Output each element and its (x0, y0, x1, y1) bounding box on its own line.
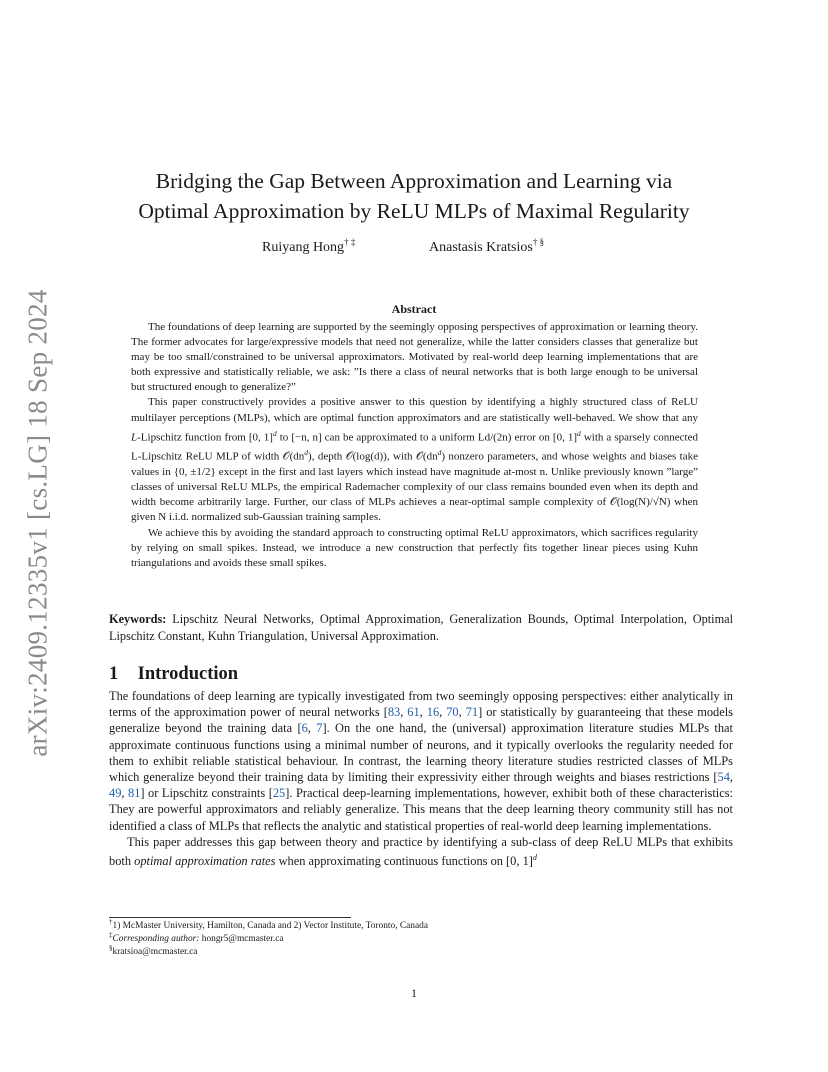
citation-link[interactable]: 61 (407, 705, 420, 720)
intro-paragraph-2: This paper addresses this gap between theory and practice by identifying a sub-class of deep ReLU MLPs that exhibits both optimal approximation rates when approximating continuous functions on [0, 1]$^d$ (109, 834, 733, 869)
author-1-marks: † ‡ (344, 237, 356, 247)
abstract-body (131, 320, 698, 571)
citation-link[interactable]: 70 (446, 705, 459, 720)
keywords-text: Lipschitz Neural Networks, Optimal Approximation, Generalization Bounds, Optimal Interpolation, Optimal Lipschitz Constant, Kuhn Triangulation, Universal Approximation. (109, 612, 734, 643)
footnote-3: §kratsioa@mcmaster.ca (109, 944, 198, 957)
introduction-body (109, 688, 733, 869)
footnote-2: ‡Corresponding author: hongr5@mcmaster.ca (109, 931, 284, 944)
footnote-separator (109, 917, 351, 918)
author-2-name: Anastasis Kratsios (429, 240, 533, 255)
author-2 (429, 237, 545, 256)
citation-link[interactable]: 6 (301, 721, 308, 736)
intro-paragraph-1: The foundations of deep learning are typically investigated from two seemingly opposing perspectives: either analytically in terms of the approximation power of neural networks [83, 61, 16, 70, 71] or statistically by guaranteeing that these models generalize beyond the training data [6, 7]. On the one hand, the (universal) approximation literature studies MLPs that approximate continuous functions using a minimal number of neurons, and it typically overlooks the regularity needed for them to exhibit reliable statistical behaviour. In contrast, the learning theory literature studies restricted classes of MLPs which generalize beyond their training data by limiting their expressivity either through weights and biases restrictions [54, 49, 81] or Lipschitz constraints [25]. Practical deep-learning implementations, however, exhibit both of these characteristics: They are powerful approximators and reliably generalize. This means that the deep learning theory community still has not identified a class of MLPs that reflects the analytic and statistical properties of real-world deep learning implementations. (109, 689, 733, 833)
citation-link[interactable]: 49 (109, 786, 122, 801)
citation-link[interactable]: 81 (128, 786, 141, 801)
citation-link[interactable]: 83 (387, 705, 401, 720)
title-line-2: Optimal Approximation by ReLU MLPs of Maximal Regularity (138, 199, 690, 223)
paper-title (98, 166, 730, 226)
keywords-label: Keywords: (109, 612, 167, 626)
author-1-name: Ruiyang Hong (262, 240, 345, 255)
section-number: 1 (109, 664, 119, 684)
citation-link[interactable]: 25 (272, 786, 286, 801)
abstract-heading: Abstract (391, 302, 437, 316)
keywords (109, 611, 733, 645)
footnote-1: †1) McMaster University, Hamilton, Canada and 2) Vector Institute, Toronto, Canada (109, 918, 429, 931)
author-1 (262, 237, 356, 256)
citation-link[interactable]: 71 (465, 705, 479, 720)
title-line-1: Bridging the Gap Between Approximation and Learning via (155, 169, 673, 193)
abstract-paragraph-2: This paper constructively provides a positive answer to this question by identifying a highly structured class of ReLU multilayer perceptions (MLPs), which are optimal function approximators and are statistically well-behaved. We show that any L-Lipschitz function from [0, 1]$^d$ to [−n, n] can be approximated to a uniform Ld/(2n) error on [0, 1]$^d$ with a sparsely connected L-Lipschitz ReLU MLP of width $𝒪(dn^d)$, depth 𝒪(log(d)), with $𝒪(dn^d)$ nonzero parameters, and whose weights and biases take values in {0, ±1/2} except in the first and last layers which instead have magnitude at-most n. Unlike previously known ”large” classes of universal ReLU MLPs, the empirical Rademacher complexity of our class remains bounded even when its depth and width become arbitrarily large. Further, our class of MLPs achieves a near-optimal sample complexity of 𝒪(log(N)/√N) when given N i.i.d. normalized sub-Gaussian training samples. (131, 396, 698, 524)
citation-link[interactable]: 7 (316, 721, 323, 736)
abstract-paragraph-1: The foundations of deep learning are supported by the seemingly opposing perspectives of approximation or learning theory. The former advocates for large/expressive models that need not generalize, while the latter considers classes that generalize but may be too small/constrained to be universal approximators. Motivated by real-world deep learning implementations that are both expressive and statistically reliable, we ask: ”Is there a class of neural networks that is both large enough to be universal but structured enough to generalize?” (131, 321, 698, 394)
arxiv-identifier-text: arXiv:2409.12335v1 [cs.LG] 18 Sep 2024 (22, 289, 53, 757)
section-title: Introduction (137, 664, 239, 684)
citation-link[interactable]: 16 (426, 705, 440, 720)
arxiv-identifier-stamp (8, 288, 68, 758)
abstract-paragraph-3: We achieve this by avoiding the standard approach to constructing optimal ReLU approximators, which sacrifices regularity by relying on small spikes. Instead, we introduce a new construction that perfectly fits together linear pieces using Kuhn triangulations and avoids these small spikes. (131, 526, 698, 569)
citation-link[interactable]: 54 (717, 770, 730, 785)
section-heading-introduction (109, 664, 238, 685)
page-number: 1 (411, 986, 417, 1000)
author-2-marks: † § (532, 237, 545, 247)
